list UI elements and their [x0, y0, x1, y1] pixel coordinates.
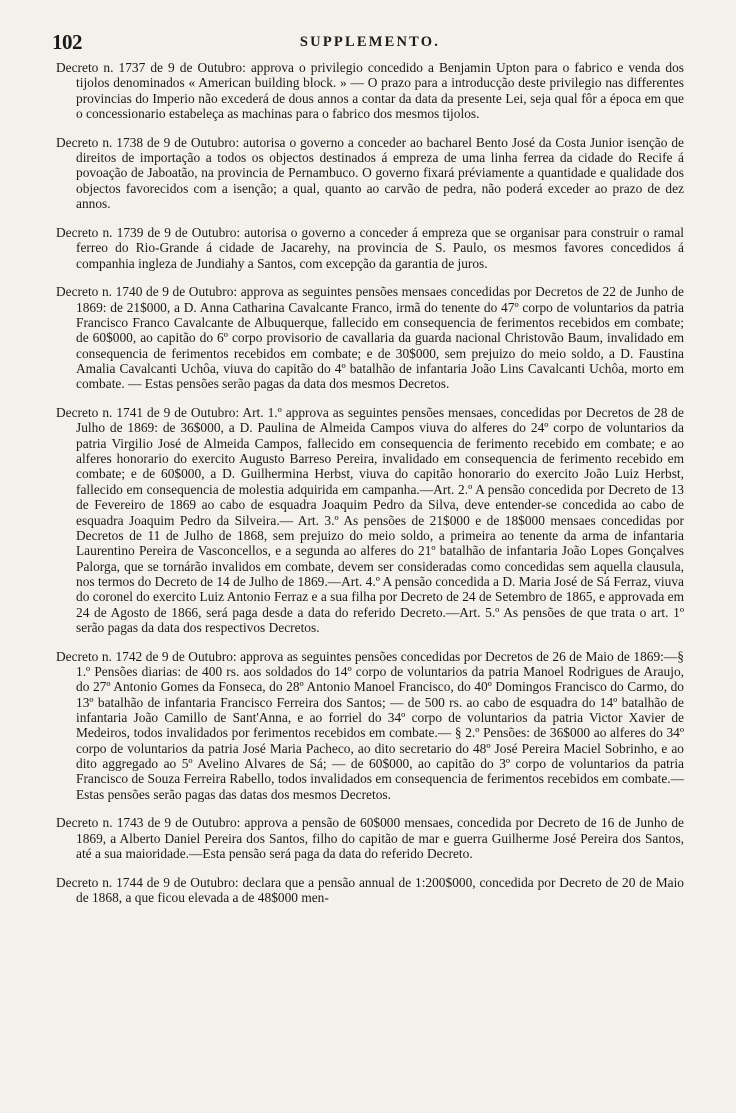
decree-text: de 9 de Outubro: autorisa o governo a conceder ao bacharel Bento José da Costa Junior isenção de direitos de importação a todos os objectos destinados á empreza de uma linha ferrea da cidade do Recife á povoação de Jaboatão, na provincia de Pernambuco. O governo fixará préviamente a quantidade e qualidade dos objectos favorecidos com a isenção; a qual, quanto ao carvão de pedra, não poderá exceder ao prazo de dez annos.: [76, 134, 684, 212]
decree-list: [56, 60, 684, 906]
decree-lead: Decreto n. 1739: [56, 224, 144, 240]
decree-entry-1737: [56, 60, 684, 121]
decree-entry-1742: [56, 649, 684, 802]
decree-entry-1738: [56, 135, 684, 212]
decree-lead: Decreto n. 1740: [56, 284, 143, 300]
decree-text: de 9 de Outubro: approva as seguintes pensões mensaes concedidas por Decretos de 22 de Junho de 1869: de 21$000, a D. Anna Catharina Cavalcante Franco, irmã do tenente do 47º corpo de voluntarios da patria Francisco Franco Cavalcante de Albuquerque, fallecido em consequencia de ferimentos recebidos em combate; de 60$000, ao capitão do 6º corpo provisorio de cavallaria da guarda nacional Christovão Baum, invalidado em consequencia de ferimentos recebidos em combate; e de 30$000, sem prejuizo do meio soldo, a D. Faustina Amalia Cavalcanti Uchôa, viuva do capitão do 4º batalhão de infantaria João Lins Cavalcanti Uchôa, morto em combate. — Estas pensões serão pagas da data dos mesmos Decretos.: [76, 284, 684, 392]
decree-lead: Decreto n. 1743: [56, 815, 144, 831]
decree-text: de 9 de Outubro: approva o privilegio concedido a Benjamin Upton para o fabrico e venda dos tijolos denominados « American building block. » — O prazo para a introducção deste privilegio nas differentes provincias do Imperio não excederá de dous annos a contar da data da presente Lei, seja qual fôr a época em que o concessionario estabeleça as machinas para o fabrico dos mesmos tijolos.: [76, 60, 684, 122]
decree-text: de 9 de Outubro: approva a pensão de 60$000 mensaes, concedida por Decreto de 16 de Junho de 1869, a Alberto Daniel Pereira dos Santos, filho do capitão de mar e guerra Guilherme José Pereira dos Santos, até a sua maioridade.—Esta pensão será paga da data do referido Decreto.: [76, 815, 684, 862]
decree-text: de 9 de Outubro: declara que a pensão annual de 1:200$000, concedida por Decreto de 20 de Maio de 1868, a que ficou elevada a de 48$000 men-: [76, 874, 684, 906]
decree-entry-1740: [56, 284, 684, 391]
decree-entry-1741: [56, 405, 684, 635]
decree-lead: Decreto n. 1742: [56, 648, 143, 664]
decree-entry-1743: [56, 815, 684, 861]
decree-text: de 9 de Outubro: autorisa o governo a conceder á empreza que se organisar para construir o ramal ferreo do Rio-Grande á cidade de Jacarehy, na provincia de S. Paulo, os mesmos favores concedidos á companhia ingleza de Jundiahy a Santos, com excepção da garantia de juros.: [76, 224, 684, 271]
page-number: 102: [52, 30, 82, 54]
decree-text: de 9 de Outubro: Art. 1.º approva as seguintes pensões mensaes, concedidas por Decretos de 28 de Julho de 1869: de 36$000, a D. Paulina de Almeida Campos viuva do alferes do 24º corpo de voluntarios da patria Virgilio José de Almeida Campos, fallecido em consequencia de ferimento recebido em combate; e ao alferes honorario do exercito Augusto Barreso Pereira, invalidado em consequencia de ferimento recebido em combate; e de 60$000, a D. Guilhermina Herbst, viuva do capitão honorario do exercito João Luiz Herbst, fallecido em consequencia de molestia adquirida em campanha.—Art. 2.º A pensão concedida por Decreto de 13 de Fevereiro de 1869 ao cabo de esquadra Joaquim Pedro da Silva, deve entender-se concedida ao cabo de esquadra Joaquim Pedro da Silveira.— Art. 3.º As pensões de 21$000 e de 18$000 mensaes concedidas por Decretos de 11 de Julho de 1868, sem prejuizo do meio soldo, a primeira ao tenente da arma de infantaria Laurentino Pereira de Vasconcellos, e a segunda ao alferes do 21º batalhão de infantaria João Lopes Gonçalves Palorga, que se tornárão invalidos em combate, devem ser consideradas como concedidas sem aquella clausula, nos termos do Decreto de 14 de Julho de 1869.—Art. 4.º A pensão concedida a D. Maria José de Sá Ferraz, viuva do coronel do exercito Luiz Antonio Ferraz e a sua filha por Decreto de 24 de Setembro de 1865, e approvada em 24 de Agosto de 1866, será paga desde a data do referido Decreto.—Art. 5.º As pensões de que trata o art. 1º serão pagas da data dos respectivos Decretos.: [76, 405, 685, 635]
decree-lead: Decreto n. 1744: [56, 874, 143, 890]
decree-lead: Decreto n. 1737: [56, 60, 146, 75]
page-header: [52, 30, 684, 56]
running-title: SUPPLEMENTO.: [299, 34, 441, 50]
decree-lead: Decreto n. 1738: [56, 134, 144, 150]
decree-lead: Decreto n. 1741: [56, 405, 144, 421]
decree-entry-1739: [56, 225, 684, 271]
decree-entry-1744: [56, 875, 684, 906]
decree-text: de 9 de Outubro: approva as seguintes pensões concedidas por Decretos de 26 de Maio de 1869:—§ 1.º Pensões diarias: de 400 rs. aos soldados do 14º corpo de voluntarios da patria Manoel Rodrigues de Araujo, do 27º Antonio Gomes da Fonseca, do 28º Antonio Manoel Francisco, do 40º Domingos Francisco do Carmo, do 13º batalhão de infantaria Francisco Ferreira dos Santos; — de 500 rs. ao cabo de esquadra do 14º batalhão de infantaria João Camillo de Sant'Anna, e ao forriel do 34º corpo de voluntarios da patria Victor Xavier de Medeiros, todos invalidados por ferimentos recebidos em combate.— § 2.º Pensões: de 36$000 ao alferes do 34º corpo de voluntarios da patria José Maria Pacheco, ao dito secretario do 48º José Pereira Maciel Sobrinho, e ao dito aggregado ao 5º Avelino Alvares de Sá; — de 60$000, ao capitão do 3º corpo de voluntarios da patria Francisco de Souza Ferreira Rabello, todos invalidados em consequencia de ferimentos recebidos em combate.— Estas pensões serão pagas das datas dos mesmos Decretos.: [76, 648, 684, 802]
